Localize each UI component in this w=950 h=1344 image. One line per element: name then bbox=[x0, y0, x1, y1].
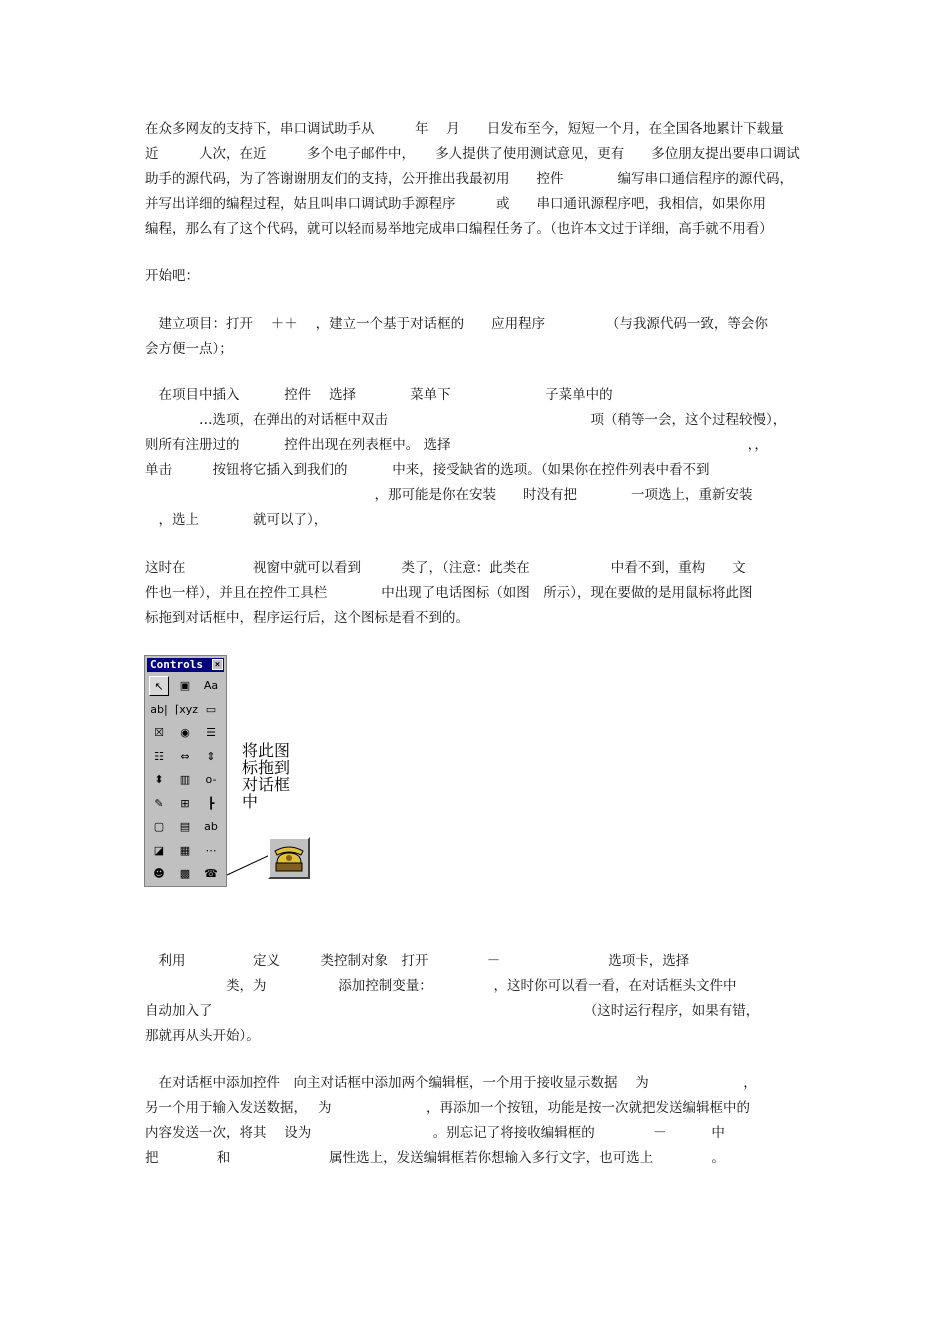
text-line: 则所有注册过的 控件出现在列表框中。 选择 ，， bbox=[145, 437, 768, 453]
text-line: 利用 定义 类控制对象 打开 － 选项卡，选择 bbox=[145, 953, 690, 969]
text-line: 另一个用于输入发送数据， 为 ，再添加一个按钮，功能是按一次就把发送编辑框中的 bbox=[145, 1100, 751, 1116]
text-line: ，那可能是你在安装 时没有把 一项选上，重新安装 bbox=[145, 487, 753, 503]
telephone-control-icon bbox=[268, 837, 310, 879]
drag-instruction-label: 将此图 标拖到 对话框 中 bbox=[242, 741, 291, 811]
toolbox-title-text: Controls bbox=[150, 658, 203, 671]
controls-toolbox-figure bbox=[144, 655, 227, 887]
toolbox-tool-icon: ☎ bbox=[204, 867, 218, 880]
text-line: 助手的源代码，为了答谢谢朋友们的支持，公开推出我最初用 控件 编写串口通信程序的源代码， bbox=[145, 171, 793, 187]
toolbox-tool-icon: ☰ bbox=[206, 726, 216, 739]
toolbox-tool-icon: ⇔ bbox=[180, 749, 190, 763]
text-line: 类，为 添加控制变量： ，这时你可以看一看，在对话框头文件中 bbox=[145, 978, 737, 994]
toolbox-tool-icon: ▩ bbox=[179, 867, 191, 880]
text-line: 在对话框中添加控件 向主对话框中添加两个编辑框，一个用于接收显示数据 为 ， bbox=[145, 1075, 757, 1091]
text-line: 在众多网友的支持下，串口调试助手从 年 月 日发布至今，短短一个月，在全国各地累计下载量 bbox=[145, 121, 784, 137]
toolbox-tool-icon: ▦ bbox=[179, 843, 191, 857]
toolbox-tool-icon: ▤ bbox=[179, 820, 191, 833]
toolbox-tool-icon: o- bbox=[205, 773, 217, 786]
toolbox-tool-icon: ✎ bbox=[154, 796, 164, 810]
toolbox-tool-icon: ⇕ bbox=[206, 749, 216, 763]
text-line: 这时在 视窗中就可以看到 类了，（注意：此类在 中看不到，重构 文 bbox=[145, 560, 746, 576]
text-line: 那就再从头开始）。 bbox=[145, 1028, 260, 1044]
toolbox-tool-icon: ⋯ bbox=[205, 843, 217, 857]
toolbox-tool-icon: ☒ bbox=[154, 726, 164, 739]
toolbox-tool-icon: ⌈xyz bbox=[175, 702, 199, 716]
toolbox-tool-icon: ◉ bbox=[180, 726, 190, 739]
toolbox-tool-icon: ⬍ bbox=[154, 773, 164, 786]
text-line: 标拖到对话框中，程序运行后，这个图标是看不到的。 bbox=[145, 610, 469, 626]
text-line: 近 人次，在近 多个电子邮件中， 多人提供了使用测试意见，更有 多位朋友提出要串口调试 bbox=[145, 146, 800, 162]
text-line: 编程，那么有了这个代码，就可以轻而易举地完成串口编程任务了。（也许本文过于详细，高手就不用看） bbox=[145, 221, 773, 237]
text-line: 单击 按钮将它插入到我们的 中来，接受缺省的选项。（如果你在控件列表中看不到 bbox=[145, 462, 710, 478]
text-line: 件也一样），并且在控件工具栏 中出现了电话图标（如图 所示），现在要做的是用鼠标将此图 bbox=[145, 585, 753, 601]
text-line: 把 和 属性选上，发送编辑框若你想输入多行文字，也可选上 。 bbox=[145, 1150, 725, 1166]
text-line: 开始吧： bbox=[145, 268, 199, 284]
toolbox-tool-icon: ab| bbox=[150, 702, 168, 716]
toolbox-tool-icon: ↖ bbox=[149, 676, 169, 696]
text-line: 自动加入了 （这时运行程序，如果有错， bbox=[145, 1003, 760, 1019]
toolbox-tool-icon: ┣ bbox=[207, 796, 215, 810]
toolbox-tool-icon: ▣ bbox=[179, 679, 191, 692]
text-line: 会方便一点）； bbox=[145, 341, 233, 357]
toolbox-tool-icon: ▢ bbox=[153, 820, 165, 833]
telephone-icon bbox=[270, 839, 308, 877]
toolbox-tool-icon: ab bbox=[204, 820, 218, 833]
toolbox-tool-icon: Aa bbox=[203, 679, 219, 692]
text-line: 并写出详细的编程过程，姑且叫串口调试助手源程序 或 串口通讯源程序吧，我相信，如果你用 bbox=[145, 196, 766, 212]
toolbox-tool-icon: ▥ bbox=[179, 773, 191, 786]
toolbox-tool-icon: ☷ bbox=[154, 749, 164, 763]
text-line: 建立项目：打开 ＋＋ ，建立一个基于对话框的 应用程序 （与我源代码一致，等会你 bbox=[145, 316, 768, 332]
close-icon: × bbox=[212, 659, 223, 670]
toolbox-title bbox=[147, 658, 224, 672]
text-line: 在项目中插入 控件 选择 菜单下 子菜单中的 bbox=[145, 387, 613, 403]
toolbox-tool-icon: ☻ bbox=[153, 867, 165, 880]
toolbox-tool-icon: ⊞ bbox=[180, 796, 190, 810]
toolbox-tool-icon: ◪ bbox=[153, 843, 165, 857]
text-line: 内容发送一次，将其 设为 。别忘记了将接收编辑框的 － 中 bbox=[145, 1125, 725, 1141]
text-line: …选项，在弹出的对话框中双击 项（稍等一会，这个过程较慢）， bbox=[145, 412, 787, 428]
toolbox-tool-icon: ▭ bbox=[205, 702, 217, 716]
text-line: ，选上 就可以了）， bbox=[145, 512, 328, 528]
